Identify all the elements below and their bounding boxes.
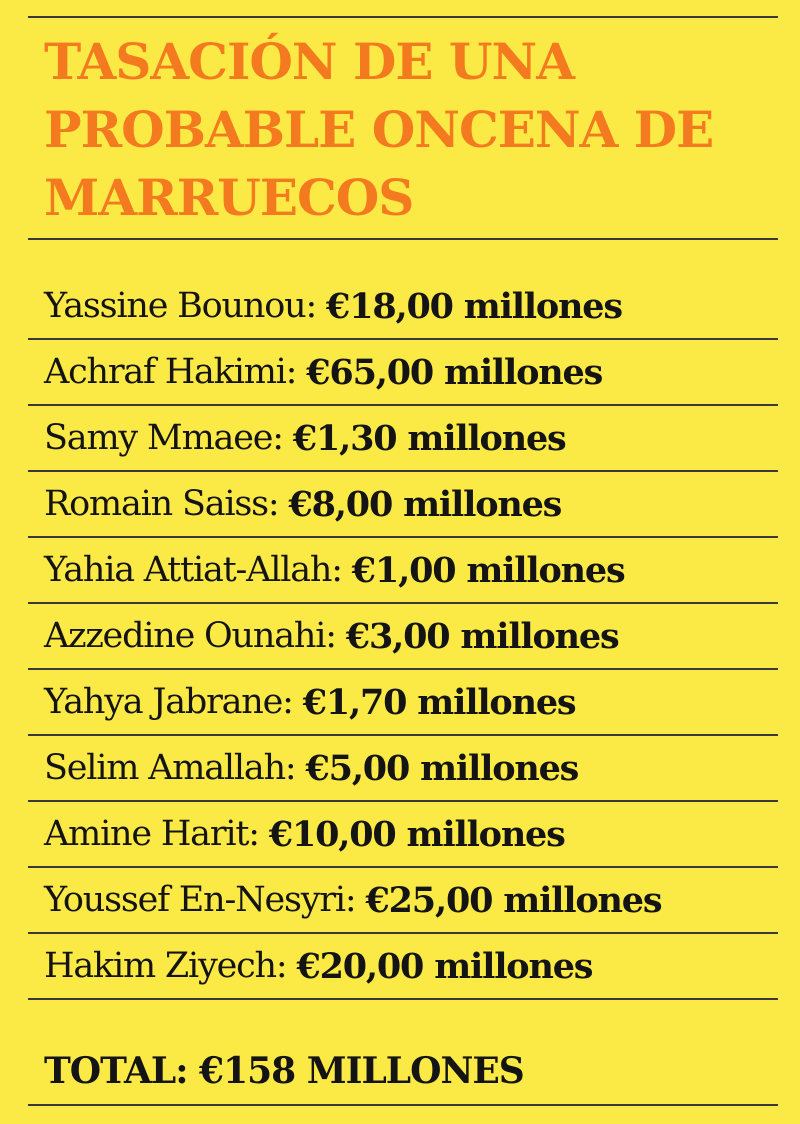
player-name: Hakim Ziyech: [44, 946, 287, 986]
title-line-2: PROBABLE ONCENA DE [44, 100, 714, 159]
list-item [28, 472, 778, 538]
player-name: Yahia Attiat-Allah: [44, 550, 342, 590]
player-value: €1,30 millones [292, 417, 566, 459]
player-name: Achraf Hakimi: [44, 352, 297, 392]
title-rule [28, 238, 778, 240]
player-value: €18,00 millones [326, 285, 622, 327]
player-value: €8,00 millones [288, 483, 562, 525]
player-value: €65,00 millones [306, 351, 603, 393]
list-item [28, 604, 778, 670]
player-list [28, 274, 778, 1000]
list-item [28, 538, 778, 604]
player-name: Azzedine Ounahi: [44, 616, 336, 656]
player-name: Samy Mmaee: [44, 418, 283, 458]
list-item [28, 406, 778, 472]
list-item [28, 736, 778, 802]
list-item [28, 274, 778, 340]
page-title [44, 28, 713, 232]
player-name: Youssef En-Nesyri: [44, 880, 356, 920]
list-item [28, 340, 778, 406]
player-name: Yassine Bounou: [44, 286, 317, 326]
list-item [28, 868, 778, 934]
title-line-3: MARRUECOS [44, 168, 414, 227]
player-value: €10,00 millones [268, 813, 565, 855]
player-name: Amine Harit: [44, 814, 259, 854]
list-item [28, 934, 778, 1000]
total-value: TOTAL: €158 MILLONES [44, 1050, 524, 1092]
list-item [28, 670, 778, 736]
player-value: €3,00 millones [345, 615, 619, 657]
bottom-rule [28, 1104, 778, 1106]
player-value: €1,70 millones [302, 681, 576, 723]
player-value: €20,00 millones [296, 945, 593, 987]
player-name: Romain Saiss: [44, 484, 279, 524]
player-value: €5,00 millones [305, 747, 579, 789]
player-name: Selim Amallah: [44, 748, 296, 788]
title-line-1: TASACIÓN DE UNA [44, 32, 574, 91]
player-name: Yahya Jabrane: [44, 682, 293, 722]
top-rule [28, 16, 778, 18]
list-item [28, 802, 778, 868]
player-value: €25,00 millones [365, 879, 662, 921]
player-value: €1,00 millones [351, 549, 625, 591]
